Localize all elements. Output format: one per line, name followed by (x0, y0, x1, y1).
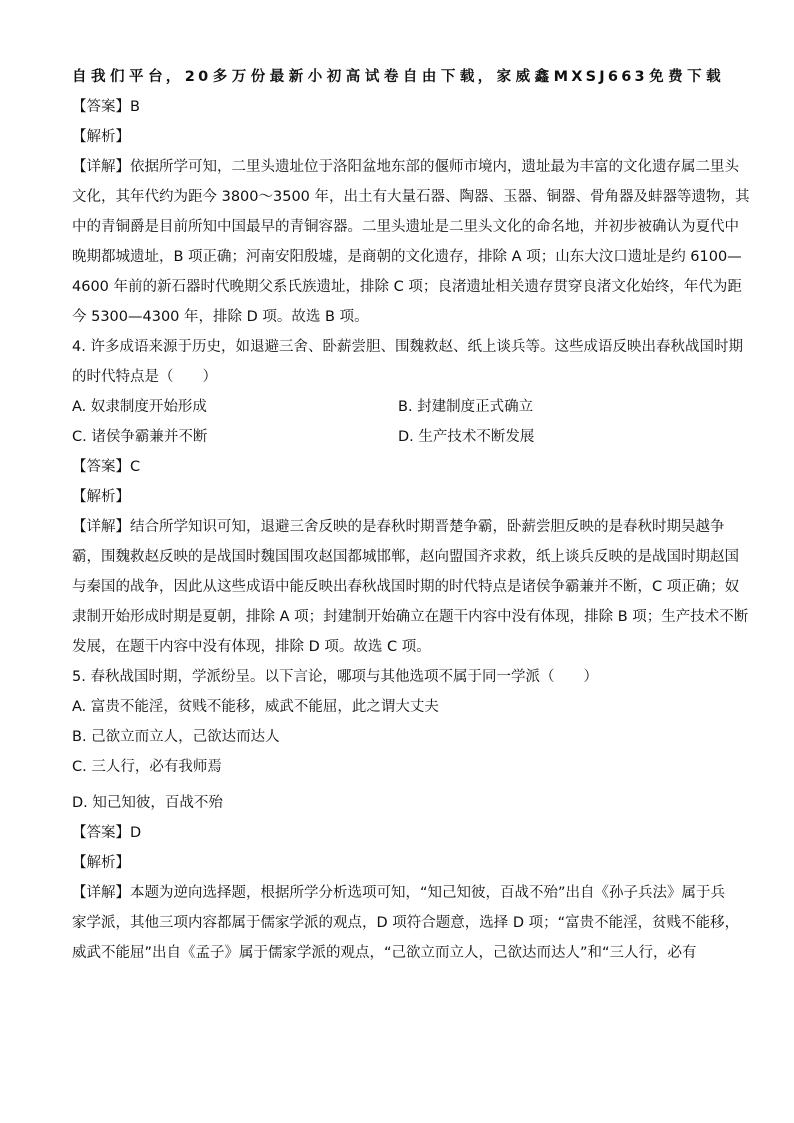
detail-line: 与秦国的战争，因此从这些成语中能反映出春秋战国时期的时代特点是诸侯争霸兼并不断，C 项正确；奴 (72, 579, 740, 595)
option-c: C. 三人行，必有我师焉 (72, 759, 222, 775)
detail-line: 4600 年前的新石器时代晚期父系氏族遗址，排除 C 项；良渚遗址相关遗存贯穿良渚文化始终，年代为距 (72, 279, 742, 295)
header-token: MXSJ663 (553, 69, 648, 85)
q4-options-row (72, 422, 724, 452)
header-token: 20 (184, 69, 212, 85)
detail-line: 文化，其年代约为距今 3800～3500 年，出土有大量石器、陶器、玉器、铜器、骨角器及蚌器等遗物，其 (72, 189, 750, 205)
detail-line: 晚期都城遗址，B 项正确；河南安阳殷墟，是商朝的文化遗存，排除 A 项；山东大汶口遗址是约 6100— (72, 249, 742, 265)
q5-answer-line (72, 818, 724, 848)
option-a: A. 富贵不能淫，贫贱不能移，威武不能屈，此之谓大丈夫 (72, 699, 439, 715)
q4-stem-line: 的时代特点是（ ） (72, 369, 217, 385)
answer-value: D (130, 825, 142, 841)
answer-value: C (130, 459, 141, 475)
header-token: 试 (364, 69, 383, 85)
answer-value: B (130, 99, 140, 115)
option-b: B. 己欲立而立人，己欲达而达人 (72, 729, 280, 745)
header-token: 平 (129, 69, 147, 85)
detail-text: 结合所学知识可知，退避三舍反映的是春秋时期晋楚争霸，卧薪尝胆反映的是春秋时期吴越争 (130, 519, 725, 535)
document-page (72, 62, 750, 968)
q4-answer-line (72, 452, 724, 482)
detail-tag: 【详解】 (72, 519, 130, 535)
detail-line (72, 512, 724, 542)
header-token: 卷 (383, 69, 402, 85)
detail-line (72, 878, 724, 908)
header-token: 费 (668, 69, 686, 85)
detail-line: 霸，围魏救赵反映的是战国时魏国围攻赵国都城邯郸，赵向盟国齐求救，纸上谈兵反映的是战国时期赵国 (72, 549, 739, 565)
q4-stem-line: 4. 许多成语来源于历史，如退避三舍、卧薪尝胆、围魏救赵、纸上谈兵等。这些成语反映出春秋战国时期 (72, 339, 743, 355)
header-token: 载， (459, 69, 496, 85)
header-watermark-line (72, 62, 724, 92)
header-token: 免 (649, 69, 667, 85)
q5-stem-line: 5. 春秋战国时期，学派纷呈。以下言论，哪项与其他选项不属于同一学派（ ） (72, 669, 598, 685)
detail-line: 发展，在题干内容中没有体现，排除 D 项。故选 C 项。 (72, 639, 431, 655)
q3-analysis-tag: 【解析】 (72, 129, 130, 145)
q5-analysis-tag: 【解析】 (72, 855, 130, 871)
detail-text: 依据所学可知，二里头遗址位于洛阳盆地东部的偃师市境内，遗址最为丰富的文化遗存属二里头 (130, 159, 739, 175)
q4-options-row (72, 392, 724, 422)
header-token: 威 (515, 69, 534, 85)
header-token: 载 (706, 69, 724, 85)
option-d: D. 生产技术不断发展 (398, 429, 535, 445)
header-token: 份 (250, 69, 269, 85)
answer-tag: 【答案】 (72, 825, 130, 841)
detail-line (72, 152, 739, 182)
q4-detail-paragraph (72, 512, 749, 662)
answer-tag: 【答案】 (72, 99, 130, 115)
header-token: 台， (148, 69, 184, 85)
q3-detail-paragraph (72, 152, 750, 332)
detail-tag: 【详解】 (72, 159, 130, 175)
header-token: 由 (421, 69, 440, 85)
option-c: C. 诸侯争霸兼并不断 (72, 429, 208, 445)
header-token: 最 (269, 69, 288, 85)
header-token: 自 (72, 69, 90, 85)
q3-answer-line (72, 92, 724, 122)
header-token: 新 (288, 69, 307, 85)
header-token: 多 (212, 69, 231, 85)
header-token: 高 (345, 69, 364, 85)
detail-line: 中的青铜爵是目前所知中国最早的青铜容器。二里头遗址是二里头文化的命名地，并初步被确认为夏代中 (72, 219, 739, 235)
header-token: 我 (91, 69, 109, 85)
header-token: 自 (402, 69, 421, 85)
option-b: B. 封建制度正式确立 (398, 399, 534, 415)
detail-line: 今 5300—4300 年，排除 D 项。故选 B 项。 (72, 309, 369, 325)
option-d: D. 知己知彼，百战不殆 (72, 795, 223, 811)
q5-detail-paragraph (72, 878, 740, 968)
header-token: 初 (326, 69, 345, 85)
detail-line: 威武不能屈”出自《孟子》属于儒家学派的观点，“己欲立而立人，己欲达而达人”和“三人行，必有 (72, 945, 697, 961)
header-token: 家 (496, 69, 515, 85)
detail-line: 隶制开始形成时期是夏朝，排除 A 项；封建制开始确立在题干内容中没有体现，排除 B 项；生产技术不断 (72, 609, 749, 625)
header-token: 们 (110, 69, 128, 85)
option-a: A. 奴隶制度开始形成 (72, 399, 207, 415)
header-token: 小 (307, 69, 326, 85)
answer-tag: 【答案】 (72, 459, 130, 475)
header-token: 下 (440, 69, 459, 85)
header-token: 下 (687, 69, 705, 85)
detail-tag: 【详解】 (72, 885, 130, 901)
detail-line: 家学派，其他三项内容都属于儒家学派的观点，D 项符合题意，选择 D 项；“富贵不能淫，贫贱不能移， (72, 915, 740, 931)
detail-text: 本题为逆向选择题，根据所学分析选项可知，“知己知彼，百战不殆”出自《孙子兵法》属于兵 (130, 885, 726, 901)
q4-analysis-tag: 【解析】 (72, 489, 130, 505)
header-token: 鑫 (534, 69, 553, 85)
header-token: 万 (231, 69, 250, 85)
